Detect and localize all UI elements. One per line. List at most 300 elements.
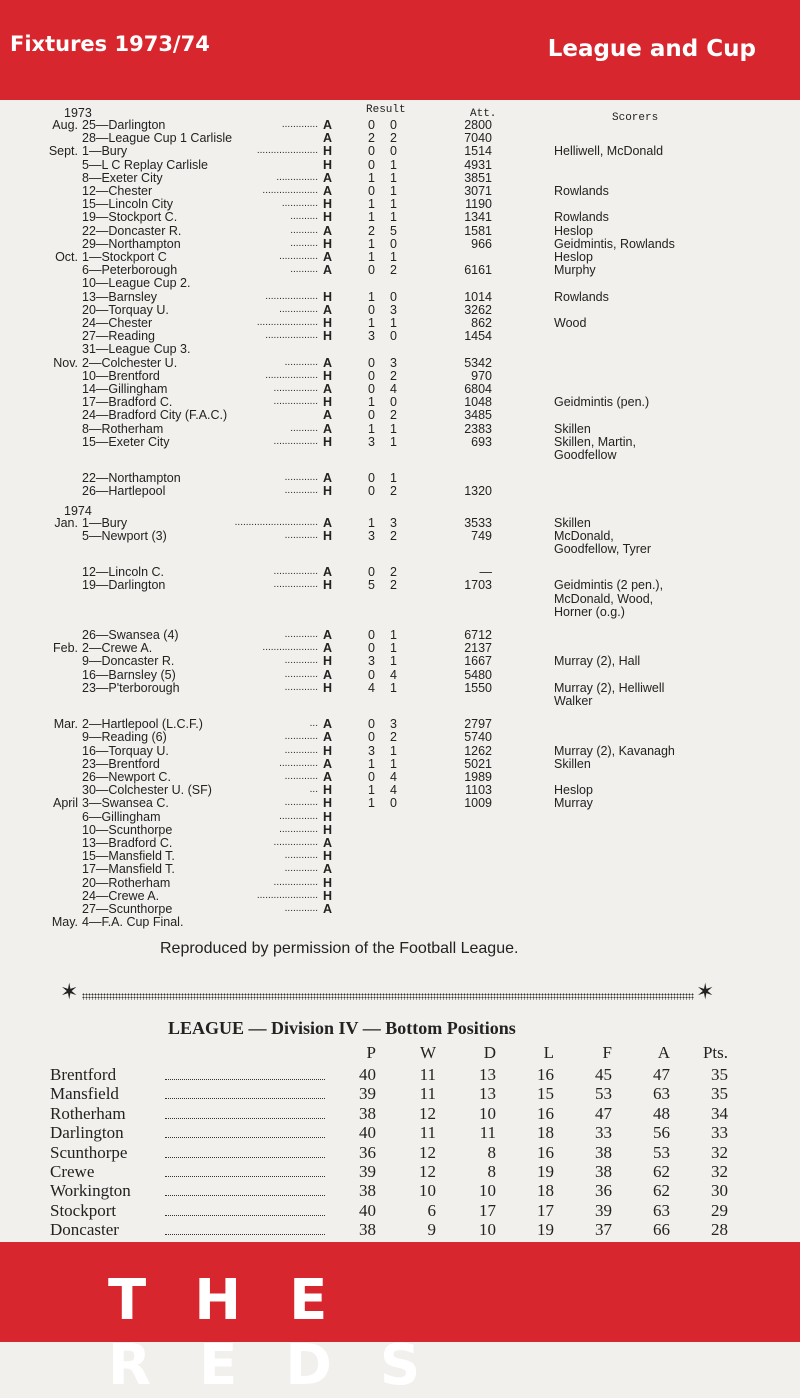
stat-w: 11 (419, 1065, 436, 1084)
fixture-leader-dots: ................... (265, 369, 318, 381)
fixture-attendance: 862 (471, 316, 492, 330)
fixture-goals-against: 2 (390, 528, 397, 543)
fixture-opponent: 31—League Cup 3. (82, 342, 191, 357)
fixture-venue: H (323, 822, 333, 837)
fixture-attendance: 1320 (464, 484, 492, 499)
fixture-goals-for: 0 (368, 565, 375, 580)
fixture-leader-dots: ... (309, 718, 318, 730)
stat-l: 19 (537, 1162, 554, 1181)
stat-w: 9 (427, 1220, 436, 1240)
fixture-venue: H (323, 210, 333, 225)
fixture-row (0, 471, 800, 485)
fixture-venue: H (323, 528, 333, 543)
fixture-attendance: 5342 (464, 355, 492, 370)
fixture-goals-for: 0 (368, 730, 375, 745)
fixture-opponent: 9—Reading (6) (82, 730, 167, 745)
fixture-goals-against: 3 (390, 717, 397, 732)
fixture-row (0, 529, 800, 543)
stat-l: 16 (537, 1065, 554, 1084)
fixture-goals-against: 4 (390, 382, 397, 396)
fixture-goals-against: 0 (390, 329, 397, 344)
fixture-scorers: McDonald, (554, 528, 614, 543)
fixture-goals-against: 3 (390, 515, 397, 530)
stat-pts: 29 (711, 1200, 728, 1220)
fixture-leader-dots: ................... (265, 290, 318, 302)
fixture-attendance: 1989 (464, 770, 492, 784)
fixture-row (0, 730, 800, 744)
stat-w: 11 (419, 1084, 436, 1104)
fixture-leader-dots: ............ (284, 771, 318, 782)
fixture-goals-against: 1 (390, 157, 397, 172)
fixture-opponent: 30—Colchester U. (SF) (82, 783, 212, 798)
fixture-opponent: 8—Exeter City (82, 170, 163, 185)
fixture-row (0, 668, 800, 682)
fixture-scorers: Skillen (554, 515, 591, 530)
fixture-goals-for: 0 (368, 770, 375, 784)
fixture-leader-dots: ............ (284, 903, 318, 914)
fixture-row (0, 503, 800, 530)
fixture-attendance: 7040 (464, 131, 492, 146)
fixture-opponent: 24—Chester (82, 316, 153, 330)
fixture-row (0, 694, 800, 708)
fixture-month: Sept. (48, 144, 78, 159)
fixture-row (0, 276, 800, 290)
fixture-goals-for: 1 (368, 210, 375, 225)
stat-d: 10 (479, 1220, 496, 1240)
stat-p: 39 (359, 1084, 376, 1104)
fixture-row (0, 237, 800, 251)
fixture-goals-against: 2 (390, 368, 397, 383)
fixture-row (0, 263, 800, 277)
fixture-leader-dots: .......... (290, 422, 318, 434)
fixture-leader-dots: ................ (273, 396, 318, 408)
fixture-leader-dots: ...................... (256, 317, 318, 328)
fixture-goals-for: 1 (368, 170, 375, 185)
scorers-header: Scorers (612, 112, 659, 124)
fixture-leader-dots: ............. (281, 198, 318, 210)
fixture-attendance: 1014 (464, 289, 492, 304)
fixture-goals-for: 0 (368, 368, 375, 383)
fixture-venue: A (323, 471, 333, 486)
fixture-attendance: 2137 (464, 641, 492, 656)
fixture-year: 1973 (64, 106, 92, 120)
fixture-row (0, 395, 800, 409)
fixture-opponent: 24—Crewe A. (82, 888, 160, 903)
fixture-leader-dots: ................ (273, 876, 318, 888)
fixture-venue: A (323, 667, 333, 682)
stat-w: 6 (427, 1200, 436, 1220)
leader-dots (165, 1085, 325, 1099)
fixture-opponent: 16—Torquay U. (82, 743, 169, 758)
fixture-venue: A (323, 730, 333, 745)
fixture-goals-for: 0 (368, 302, 375, 317)
fixture-row (0, 484, 800, 498)
fixture-row (0, 184, 800, 198)
fixture-attendance: 6712 (464, 628, 492, 642)
fixture-goals-for: 3 (368, 528, 375, 543)
fixture-row (0, 342, 800, 356)
fixture-attendance: 5480 (464, 667, 492, 682)
star-icon: ✶ (60, 979, 79, 1004)
fixture-attendance: 5021 (464, 756, 492, 771)
fixture-scorers: Walker (554, 694, 593, 708)
fixture-goals-against: 2 (390, 565, 397, 580)
fixture-goals-for: 1 (368, 756, 375, 771)
fixture-leader-dots: ................ (273, 579, 318, 591)
fixture-venue: H (323, 809, 333, 824)
fixture-venue: H (323, 875, 333, 890)
stat-a: 66 (653, 1220, 670, 1240)
fixture-goals-against: 4 (390, 667, 397, 682)
header-band (0, 0, 800, 100)
stat-l: 18 (537, 1181, 554, 1201)
fixture-opponent: 28—League Cup 1 Carlisle (82, 131, 233, 146)
fixture-scorers: McDonald, Wood, (554, 591, 654, 606)
fixture-attendance: 2800 (464, 118, 492, 132)
col-f: F (602, 1043, 612, 1062)
fixture-scorers: Goodfellow (554, 448, 617, 462)
fixture-scorers: Geidmintis, Rowlands (554, 236, 675, 251)
stat-a: 62 (653, 1181, 670, 1201)
fixture-row (0, 316, 800, 330)
fixture-goals-for: 0 (368, 641, 375, 656)
fixture-attendance: 1550 (464, 680, 492, 695)
fixture-venue: A (323, 902, 333, 916)
fixture-opponent: 2—Crewe A. (82, 641, 153, 656)
stat-d: 8 (487, 1162, 496, 1181)
fixture-goals-for: 1 (368, 316, 375, 330)
fixture-row (0, 876, 800, 890)
fixture-row (0, 224, 800, 238)
fixture-leader-dots: ............ (284, 629, 318, 640)
fixture-leader-dots: .................... (262, 185, 318, 196)
star-icon: ✶ (696, 979, 715, 1004)
fixture-venue: A (323, 302, 333, 317)
fixture-goals-for: 1 (368, 289, 375, 304)
fixture-goals-for: 0 (368, 263, 375, 278)
leader-dots (165, 1163, 325, 1177)
team-name: Stockport (50, 1200, 117, 1220)
fixture-goals-for: 0 (368, 471, 375, 486)
stat-pts: 35 (711, 1065, 728, 1084)
fixture-goals-for: 0 (368, 144, 375, 159)
fixture-venue: A (323, 355, 333, 370)
fixture-venue: A (323, 770, 333, 784)
stat-f: 47 (595, 1103, 612, 1123)
fixture-leader-dots: ............. (281, 119, 318, 130)
stat-d: 10 (479, 1103, 496, 1123)
fixture-goals-against: 1 (390, 680, 397, 695)
fixture-venue: A (323, 565, 333, 580)
fixture-opponent: 6—Gillingham (82, 809, 161, 824)
fixture-goals-for: 1 (368, 421, 375, 436)
stat-w: 11 (419, 1123, 436, 1143)
fixture-goals-against: 4 (390, 770, 397, 784)
fixture-row (0, 250, 800, 264)
fixture-goals-for: 1 (368, 796, 375, 811)
fixture-row (0, 889, 800, 903)
fixture-leader-dots: .............. (279, 303, 318, 315)
fixture-attendance: 1581 (464, 223, 492, 238)
fixture-row (0, 915, 800, 929)
fixture-goals-against: 1 (390, 654, 397, 669)
fixture-opponent: 22—Doncaster R. (82, 223, 182, 238)
fixture-row (0, 171, 800, 185)
leader-dots (165, 1124, 325, 1138)
fixture-goals-against: 1 (390, 184, 397, 198)
fixture-goals-against: 0 (390, 289, 397, 304)
stat-f: 36 (595, 1181, 612, 1201)
fixture-leader-dots: ................ (273, 837, 318, 848)
fixture-row (0, 592, 800, 606)
fixture-goals-against: 1 (390, 316, 397, 330)
stat-p: 39 (359, 1162, 376, 1181)
fixture-attendance: 1103 (465, 783, 492, 798)
col-pts: Pts. (702, 1043, 728, 1062)
fixture-venue: H (323, 680, 333, 695)
fixture-opponent: 9—Doncaster R. (82, 654, 175, 669)
fixture-attendance: 1454 (464, 329, 492, 344)
fixture-row (0, 902, 800, 916)
fixture-opponent: 2—Colchester U. (82, 355, 178, 370)
fixture-goals-for: 1 (368, 197, 375, 212)
stat-w: 12 (419, 1162, 436, 1181)
fixture-attendance: 3851 (464, 170, 492, 185)
fixture-opponent: 2—Hartlepool (L.C.F.) (82, 717, 203, 732)
dotted-divider (60, 979, 715, 1005)
fixture-opponent: 15—Lincoln City (82, 197, 174, 212)
fixture-leader-dots: ............ (284, 731, 318, 743)
fixture-attendance: 970 (471, 368, 492, 383)
fixture-month: April (52, 796, 78, 811)
fixture-opponent: 1—Bury (82, 515, 128, 530)
fixture-venue: A (323, 862, 333, 877)
fixture-opponent: 24—Bradford City (F.A.C.) (82, 408, 228, 423)
fixture-venue: H (323, 743, 333, 758)
fixture-goals-for: 1 (368, 783, 375, 798)
fixture-goals-for: 2 (368, 131, 375, 146)
fixture-goals-against: 2 (390, 484, 397, 499)
fixture-venue: A (323, 263, 333, 278)
fixture-opponent: 20—Rotherham (82, 875, 171, 890)
fixture-venue: H (323, 236, 333, 251)
fixture-goals-for: 0 (368, 408, 375, 423)
fixture-opponent: 3—Swansea C. (82, 796, 169, 811)
fixture-row (0, 783, 800, 797)
fixture-row (0, 641, 800, 655)
stat-p: 40 (359, 1123, 376, 1143)
fixture-attendance: 2383 (464, 421, 492, 436)
fixture-goals-against: 5 (390, 223, 397, 238)
stat-p: 40 (359, 1065, 376, 1084)
fixture-venue: H (323, 316, 333, 330)
fixture-scorers: Skillen, Martin, (554, 434, 636, 449)
fixture-opponent: 12—Chester (82, 184, 153, 198)
stat-pts: 30 (711, 1181, 728, 1201)
fixture-leader-dots: .......... (290, 264, 318, 276)
fixture-attendance: 4931 (464, 157, 492, 172)
fixture-opponent: 1—Stockport C (82, 250, 167, 264)
fixture-attendance: 1190 (465, 197, 492, 212)
fixture-row (0, 605, 800, 619)
fixture-goals-against: 3 (390, 355, 397, 370)
fixture-opponent: 10—Brentford (82, 368, 160, 383)
fixture-row (0, 356, 800, 370)
stat-pts: 28 (711, 1220, 728, 1240)
fixture-year: 1974 (64, 503, 92, 518)
fixture-goals-for: 1 (368, 250, 375, 264)
fixture-scorers: Murphy (554, 263, 596, 278)
fixture-goals-against: 1 (390, 641, 397, 656)
fixture-scorers: Rowlands (554, 210, 609, 225)
fixture-goals-for: 3 (368, 329, 375, 344)
team-name: Darlington (50, 1123, 124, 1143)
result-header: Result (366, 104, 406, 116)
fixture-attendance: 1341 (464, 210, 492, 225)
fixture-opponent: 29—Northampton (82, 236, 181, 251)
team-name: Rotherham (50, 1103, 126, 1123)
fixture-attendance: 1262 (464, 743, 492, 758)
fixture-scorers: Heslop (554, 783, 593, 798)
stat-a: 62 (653, 1162, 670, 1181)
fixture-row (0, 290, 800, 304)
stat-d: 11 (479, 1123, 496, 1143)
fixture-venue: A (323, 515, 333, 530)
stat-w: 12 (419, 1142, 436, 1162)
fixture-leader-dots: ............ (284, 850, 318, 862)
fixture-goals-against: 0 (390, 236, 397, 251)
fixture-goals-against: 2 (390, 730, 397, 745)
fixture-attendance: 749 (471, 528, 492, 543)
stat-f: 38 (595, 1142, 612, 1162)
fixture-goals-against: 2 (390, 131, 397, 146)
fixture-goals-for: 0 (368, 382, 375, 396)
fixture-venue: H (323, 434, 333, 449)
fixture-leader-dots: ... (309, 784, 318, 796)
fixture-goals-against: 4 (390, 783, 397, 798)
leader-dots (165, 1221, 325, 1235)
fixture-scorers: Wood (554, 316, 587, 330)
fixture-leader-dots: ................ (273, 383, 318, 394)
stat-a: 48 (653, 1103, 670, 1123)
fixture-leader-dots: ................ (273, 566, 318, 578)
stat-d: 13 (479, 1065, 496, 1084)
fixture-venue: A (323, 836, 333, 850)
fixture-opponent: 19—Stockport C. (82, 210, 178, 225)
fixture-leader-dots: .............................. (234, 516, 318, 528)
fixture-attendance: 1667 (464, 654, 492, 669)
stat-l: 19 (537, 1220, 554, 1240)
fixture-scorers: Heslop (554, 250, 593, 264)
fixture-row (0, 757, 800, 771)
fixture-opponent: 15—Mansfield T. (82, 849, 175, 864)
fixture-venue: H (323, 484, 333, 499)
fixture-venue: A (323, 118, 333, 132)
stat-d: 10 (479, 1181, 496, 1201)
fixture-row (0, 329, 800, 343)
team-name: Scunthorpe (50, 1142, 128, 1162)
fixture-attendance: 1514 (464, 144, 492, 159)
team-name: Brentford (50, 1065, 117, 1084)
fixture-opponent: 10—League Cup 2. (82, 276, 191, 291)
fixture-goals-for: 5 (368, 578, 375, 593)
fixture-leader-dots: ............ (284, 655, 318, 667)
fixture-goals-for: 1 (368, 236, 375, 251)
col-l: L (543, 1043, 554, 1062)
fixtures-title: Fixtures 1973/74 (10, 32, 210, 56)
fixture-row (0, 744, 800, 758)
fixture-opponent: 13—Barnsley (82, 289, 158, 304)
fixture-leader-dots: ............ (284, 797, 318, 809)
fixture-opponent: 26—Newport C. (82, 770, 171, 784)
fixture-leader-dots: ............ (284, 668, 318, 680)
fixture-goals-against: 1 (390, 170, 397, 185)
fixture-scorers: Skillen (554, 421, 591, 436)
fixture-leader-dots: ............ (284, 485, 318, 497)
fixture-venue: A (323, 756, 333, 771)
fixture-venue: H (323, 849, 333, 864)
fixture-venue: H (323, 329, 333, 344)
fixture-row (0, 144, 800, 158)
fixture-scorers: Helliwell, McDonald (554, 144, 664, 159)
fixture-goals-against: 0 (390, 118, 397, 132)
stat-f: 33 (595, 1123, 612, 1143)
fixture-leader-dots: ............ (284, 863, 318, 875)
col-w: W (419, 1043, 436, 1062)
fixture-row (0, 654, 800, 668)
team-name: Mansfield (50, 1084, 119, 1104)
fixture-month: Feb. (52, 641, 78, 656)
fixture-row (0, 862, 800, 876)
fixture-scorers: Rowlands (554, 289, 609, 304)
fixture-row (0, 565, 800, 579)
fixture-attendance: 6161 (464, 263, 492, 278)
fixture-leader-dots: ............ (284, 472, 318, 484)
fixture-goals-for: 0 (368, 667, 375, 682)
fixture-row (0, 303, 800, 317)
fixture-month: Nov. (53, 355, 78, 370)
fixture-goals-against: 1 (390, 628, 397, 642)
stat-pts: 34 (711, 1103, 728, 1123)
fixture-scorers: Heslop (554, 223, 593, 238)
fixture-opponent: 22—Northampton (82, 471, 181, 486)
fixture-row (0, 681, 800, 695)
stat-a: 56 (653, 1123, 670, 1143)
fixture-venue: H (323, 783, 333, 798)
fixture-venue: A (323, 408, 333, 423)
fixture-leader-dots: .............. (279, 810, 318, 822)
fixture-month: Aug. (52, 118, 78, 132)
fixture-opponent: 27—Reading (82, 329, 155, 344)
fixture-opponent: 5—Newport (3) (82, 528, 167, 543)
fixture-leader-dots: ................... (265, 330, 318, 342)
col-a: A (657, 1043, 670, 1062)
fixture-attendance: 1009 (464, 796, 492, 811)
footer-band (0, 1242, 800, 1398)
fixture-month: Jan. (54, 515, 78, 530)
stat-p: 36 (359, 1142, 376, 1162)
stat-f: 45 (595, 1065, 612, 1084)
fixture-goals-against: 0 (390, 395, 397, 410)
fixture-row (0, 382, 800, 396)
fixture-row (0, 796, 800, 810)
fixture-goals-for: 0 (368, 355, 375, 370)
fixture-leader-dots: .............. (279, 251, 318, 262)
dotted-rule (82, 993, 694, 1000)
stat-w: 10 (419, 1181, 436, 1201)
fixture-goals-for: 0 (368, 184, 375, 198)
stat-w: 12 (419, 1103, 436, 1123)
